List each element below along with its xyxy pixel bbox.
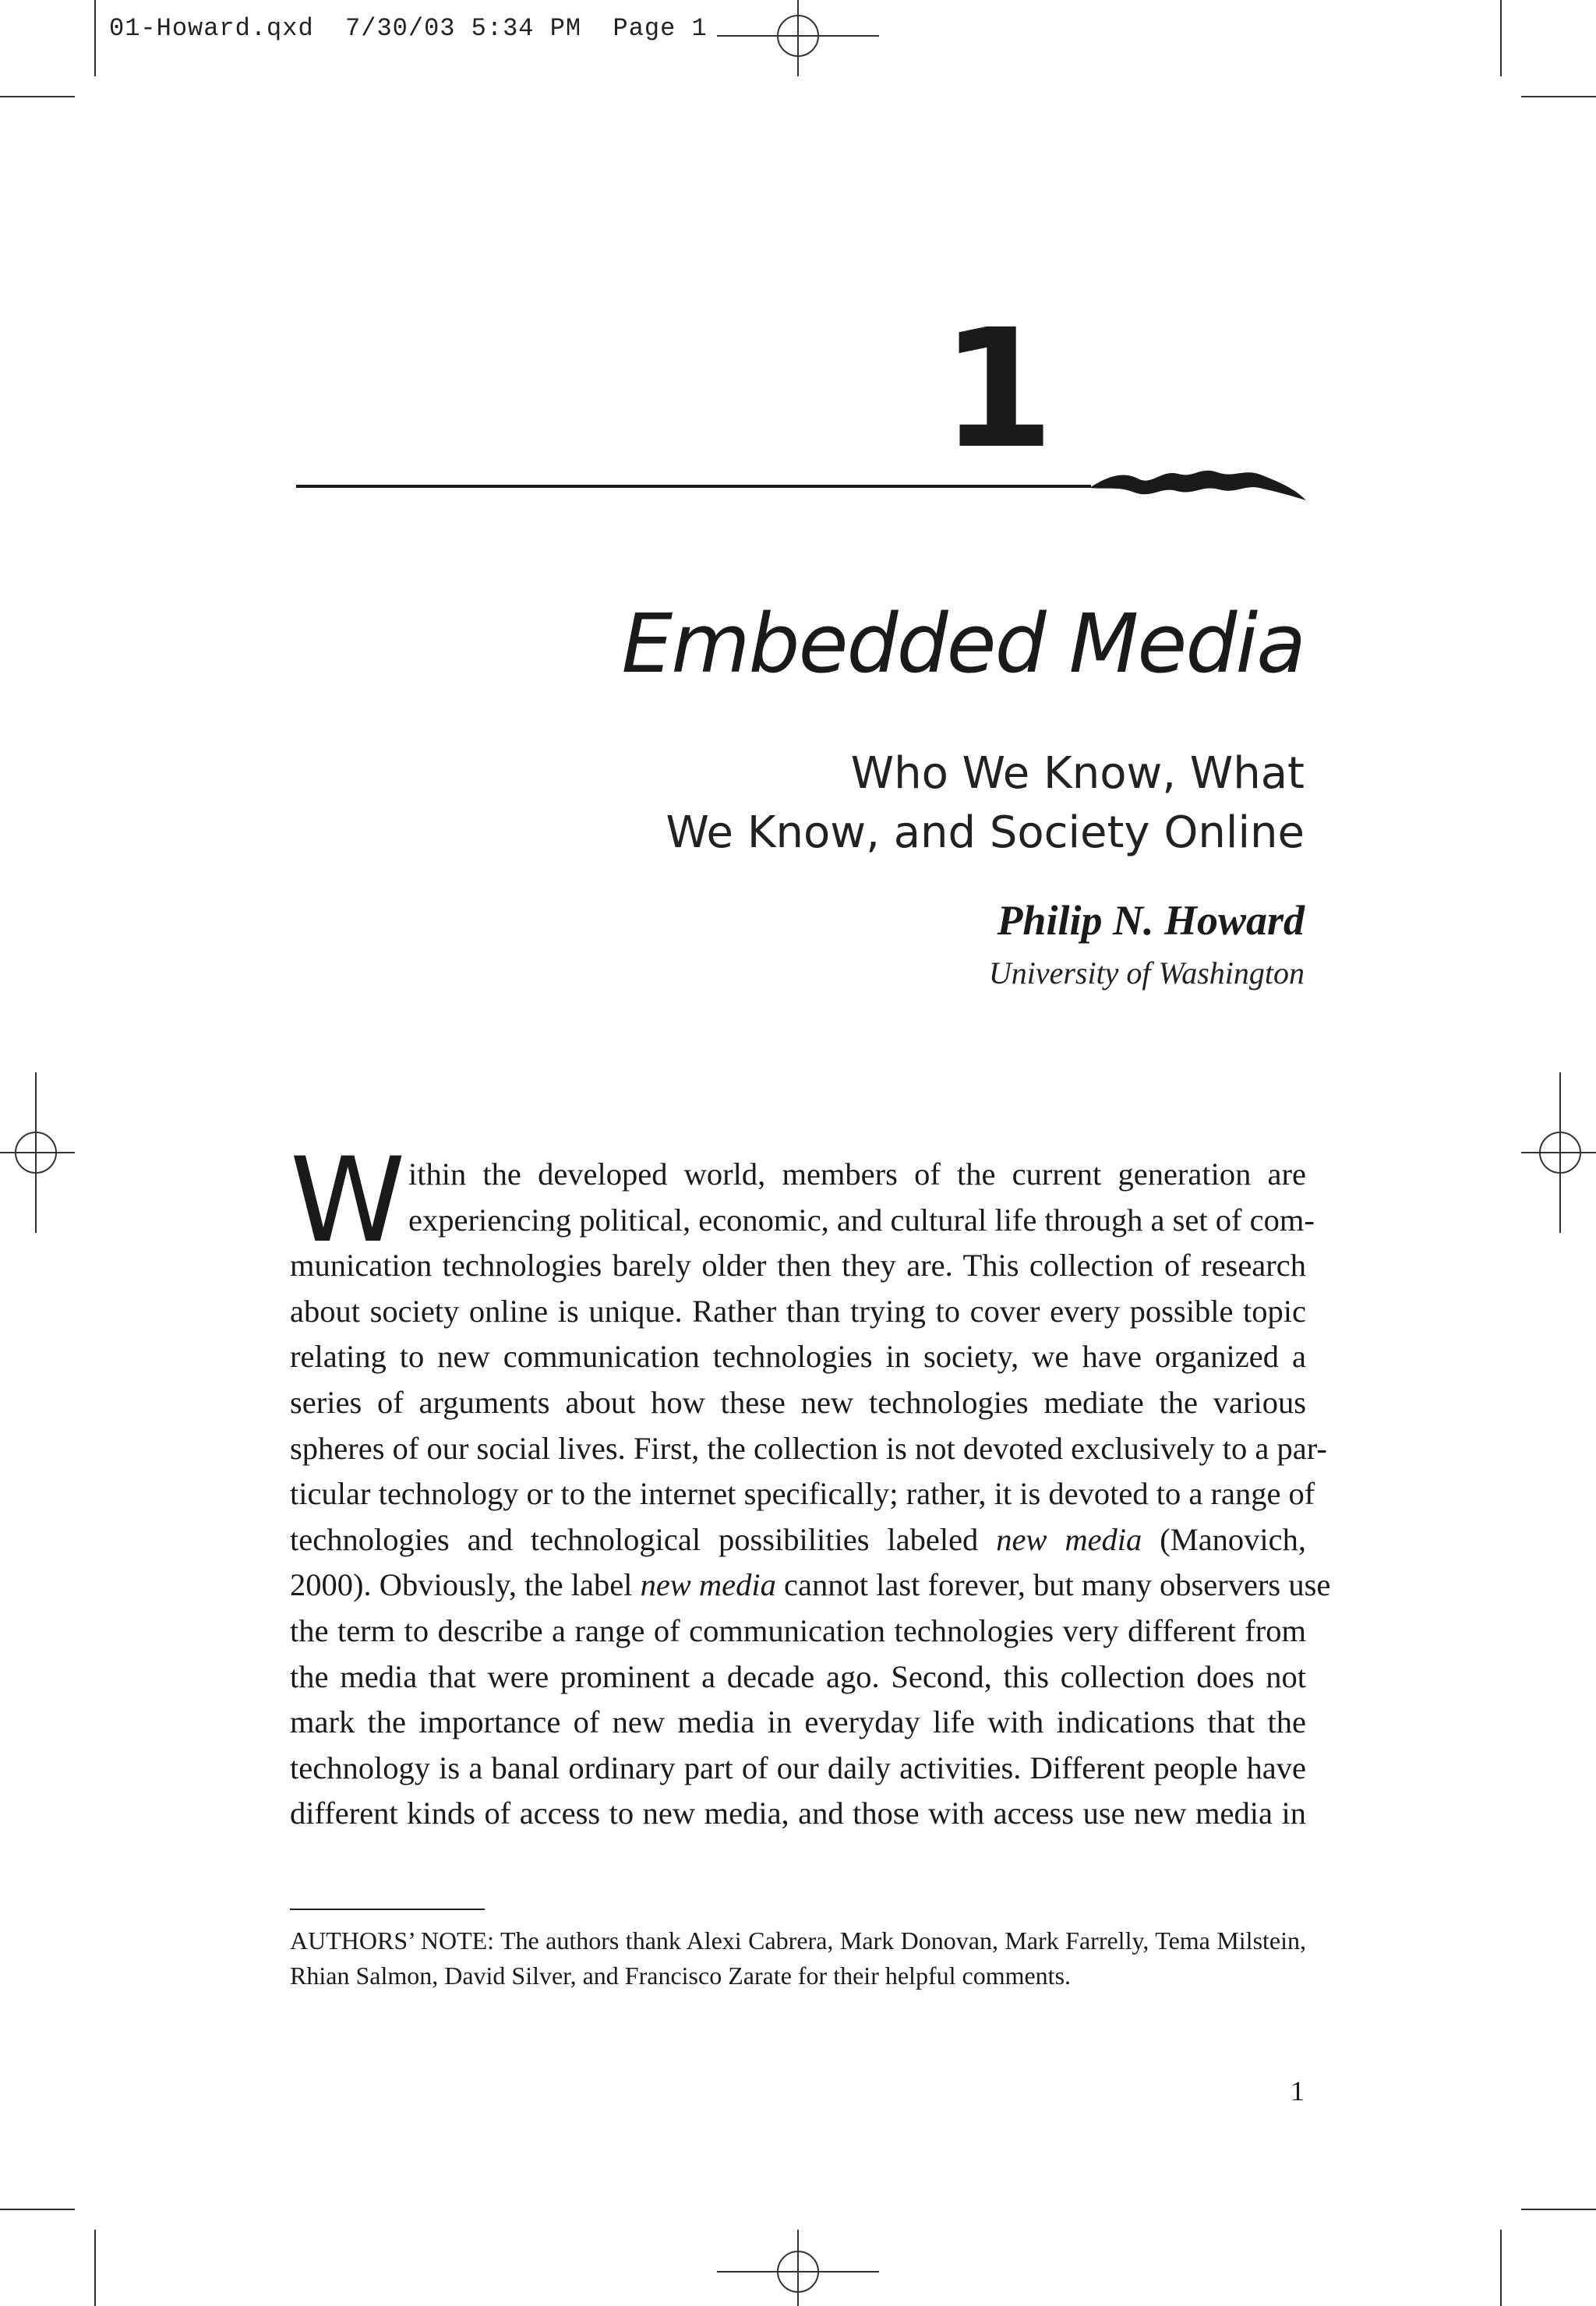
registration-mark-left [0,1072,75,1233]
chapter-title: Embedded Media [621,596,1305,691]
body-line: relating to new communication technologies in society, we have organized a [290,1339,1306,1375]
footnote-line: AUTHORS’ NOTE: The authors thank Alexi Cabrera, Mark Donovan, Mark Farrelly, Tema Milstein, [290,1926,1306,1955]
body-line: spheres of our social lives. First, the collection is not devoted exclusively to a par- [290,1430,1327,1466]
author-affiliation: University of Washington [988,955,1305,991]
body-text-span: (Manovich, [1160,1521,1307,1557]
body-line: series of arguments about how these new technologies mediate the various [290,1384,1306,1420]
body-text-span: cannot last forever, but many observers use [784,1567,1331,1603]
author-name: Philip N. Howard [997,897,1305,944]
registration-mark-bottom [717,2230,879,2306]
footnote-rule [290,1909,485,1910]
print-slug: 01-Howard.qxd 7/30/03 5:34 PM Page 1 [109,14,708,43]
page-number: 1 [1291,2075,1305,2106]
registration-mark-top [717,0,879,76]
body-line: different kinds of access to new media, and those with access use new media in [290,1796,1306,1831]
drop-cap: W [290,1133,406,1269]
body-text-span: technologies and technological possibilities labeled [290,1521,979,1557]
body-line: about society online is unique. Rather than trying to cover every possible topic [290,1293,1306,1329]
footnote-line: Rhian Salmon, David Silver, and Francisco Zarate for their helpful comments. [290,1962,1072,1990]
body-text [290,1133,1331,1837]
body-text-span: 2000). Obviously, the label [290,1567,633,1603]
registration-mark-right [1521,1072,1596,1233]
italic-term: new media [640,1567,776,1603]
italic-term: new media [996,1521,1142,1557]
chapter-rule-ornament [296,471,1306,500]
body-line: the media that were prominent a decade ago. Second, this collection does not [290,1658,1306,1694]
body-line: munication technologies barely older then they are. This collection of research [290,1248,1306,1284]
body-line [290,1563,1331,1609]
body-line: the term to describe a range of communication technologies very different from [290,1612,1306,1648]
footnote [290,1923,1306,1993]
body-line: technology is a banal ordinary part of our daily activities. Different people have [290,1750,1306,1785]
body-line: experiencing political, economic, and cultural life through a set of com- [408,1202,1315,1238]
body-line: ticular technology or to the internet specifically; rather, it is devoted to a range of [290,1476,1315,1512]
chapter-subtitle [666,744,1305,863]
chapter-number: 1 [940,294,1054,485]
body-line: ithin the developed world, members of the current generation are [408,1157,1306,1192]
body-line [290,1517,1306,1563]
subtitle-line: We Know, and Society Online [666,807,1305,858]
body-line: mark the importance of new media in everyday life with indications that the [290,1704,1306,1740]
subtitle-line: Who We Know, What [850,748,1305,799]
